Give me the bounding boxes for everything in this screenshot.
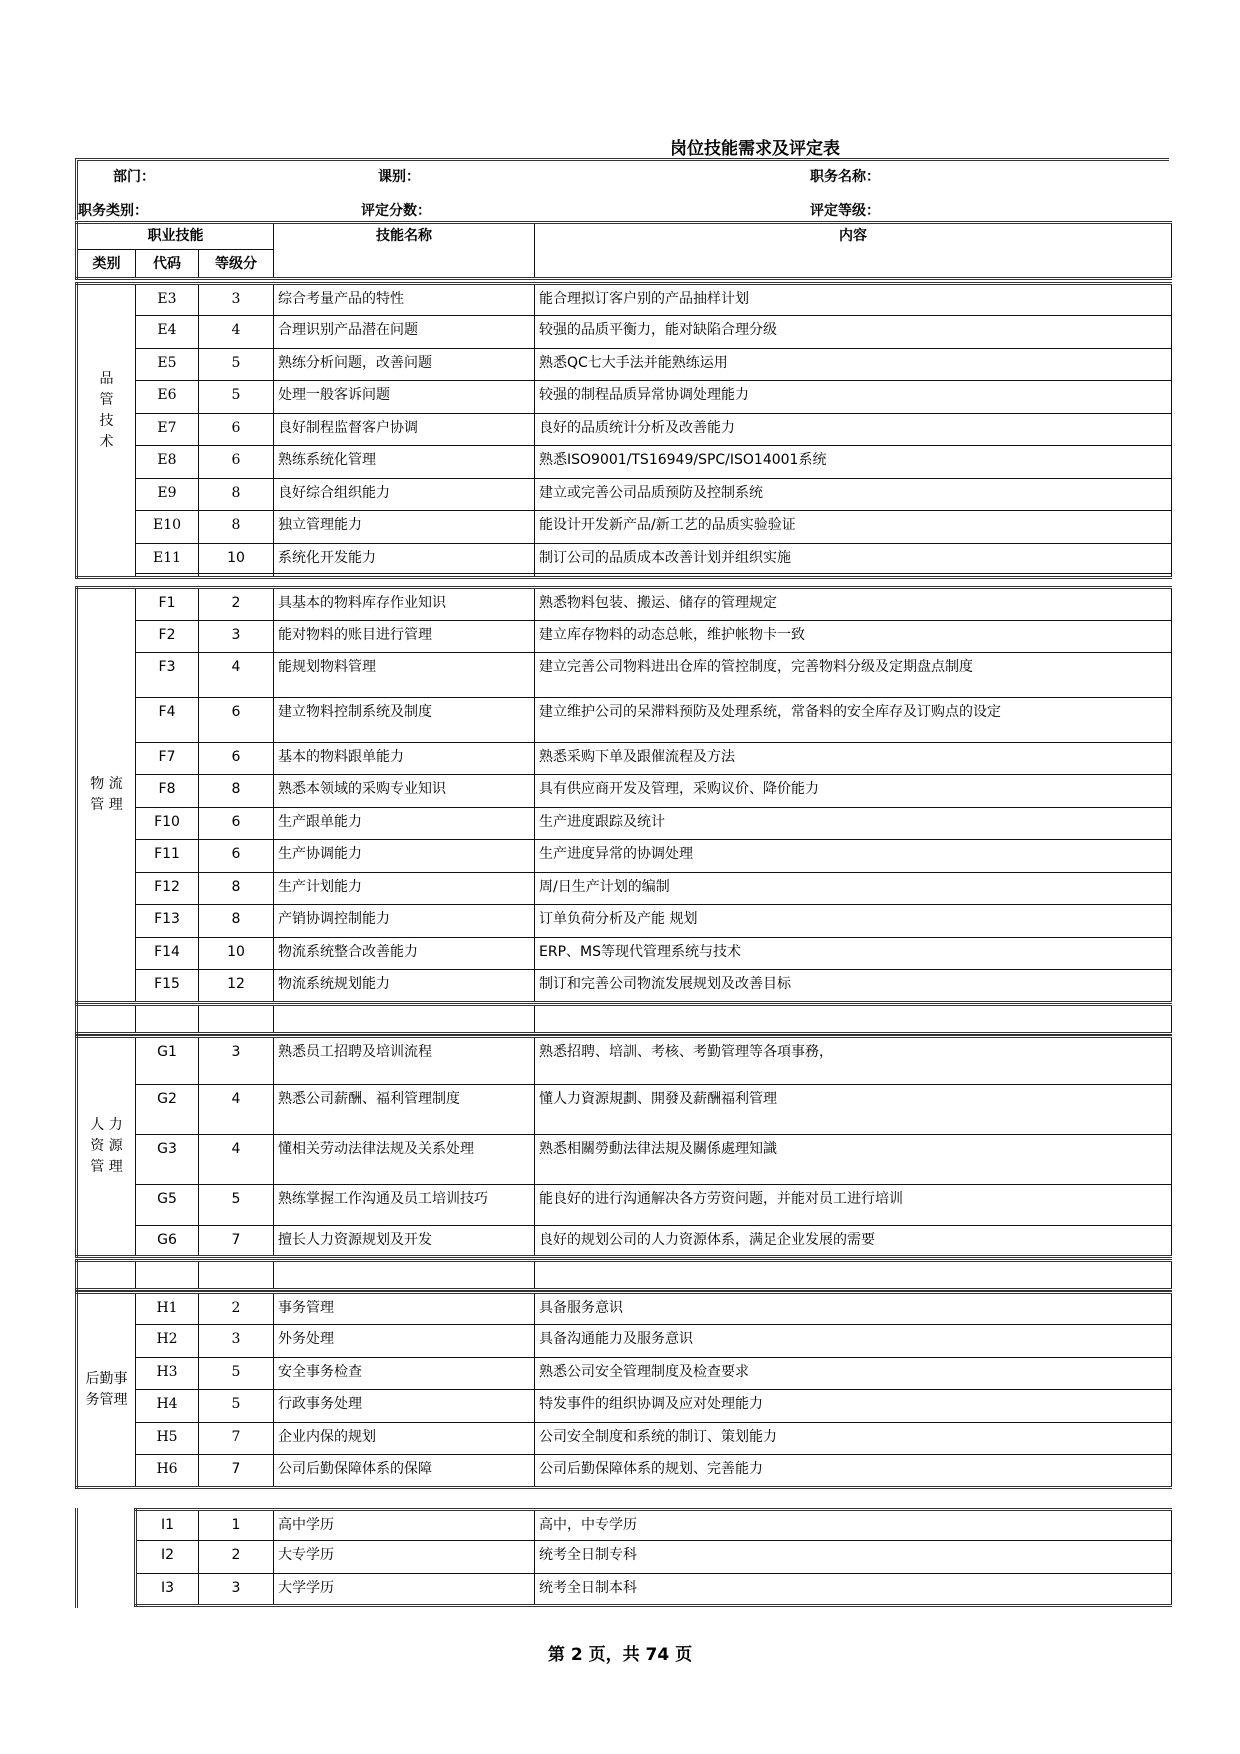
skill-name: 物流系统整合改善能力 [274, 938, 535, 970]
skill-content: 具有供应商开发及管理，采购议价、降价能力 [535, 775, 1172, 808]
skill-code: F14 [136, 938, 199, 970]
skill-name: 熟练掌握工作沟通及员工培训技巧 [274, 1185, 535, 1226]
skill-code: E10 [136, 511, 199, 544]
skill-level: 3 [199, 284, 274, 316]
skill-code: F15 [136, 970, 199, 1003]
skill-name: 安全事务检查 [274, 1358, 535, 1390]
job-title-label: 职务名称： [810, 169, 880, 185]
section-quality [75, 282, 1172, 579]
skill-name: 合理识别产品潜在问题 [274, 316, 535, 349]
skill-content: ERP、MS等现代管理系统与技术 [535, 938, 1172, 970]
section-label: 课别： [378, 169, 420, 185]
skill-content: 熟悉QC七大手法并能熟练运用 [535, 349, 1172, 381]
skill-code: E6 [136, 381, 199, 414]
skill-content: 较强的制程品质异常协调处理能力 [535, 381, 1172, 414]
skill-code: F11 [136, 840, 199, 873]
skill-name: 公司后勤保障体系的保障 [274, 1455, 535, 1488]
header-category: 类别 [77, 250, 136, 279]
skill-level: 5 [199, 1358, 274, 1390]
skill-code: F4 [136, 698, 199, 743]
skill-content: 熟悉物料包装、搬运、储存的管理规定 [535, 588, 1172, 621]
skill-level: 4 [199, 1135, 274, 1185]
skill-name: 熟悉员工招聘及培训流程 [274, 1037, 535, 1085]
skill-level: 2 [199, 588, 274, 621]
skill-name: 生产跟单能力 [274, 808, 535, 840]
skill-code: G1 [136, 1037, 199, 1085]
header-group: 职业技能 [77, 223, 274, 250]
skill-content: 建立或完善公司品质预防及控制系统 [535, 479, 1172, 511]
skill-name: 熟练系统化管理 [274, 446, 535, 479]
category-cell: 物 流 管 理 [77, 588, 136, 1003]
skill-content: 能良好的进行沟通解决各方劳资问题，并能对员工进行培训 [535, 1185, 1172, 1226]
category-cell: 后勤事务管理 [77, 1293, 136, 1488]
header-skill-name: 技能名称 [274, 223, 535, 279]
skill-code: H1 [136, 1293, 199, 1325]
category-cell: 人 力 资 源 管 理 [77, 1037, 136, 1257]
skill-name: 大学学历 [274, 1574, 535, 1606]
skill-content: 熟悉ISO9001/TS16949/SPC/ISO14001系统 [535, 446, 1172, 479]
skill-content: 建立库存物料的动态总帐，维护帐物卡一致 [535, 621, 1172, 653]
skill-name: 基本的物料跟单能力 [274, 743, 535, 775]
skill-code: G2 [136, 1085, 199, 1135]
skill-name: 系统化开发能力 [274, 544, 535, 574]
skill-code: F10 [136, 808, 199, 840]
skill-content: 制订公司的品质成本改善计划并组织实施 [535, 544, 1172, 574]
skill-code: H4 [136, 1390, 199, 1423]
skill-code: E7 [136, 414, 199, 446]
skill-content: 熟悉采购下单及跟催流程及方法 [535, 743, 1172, 775]
skill-content: 统考全日制专科 [535, 1541, 1172, 1574]
skill-name: 能规划物料管理 [274, 653, 535, 698]
skill-content: 高中，中专学历 [535, 1510, 1172, 1541]
skill-code: E3 [136, 284, 199, 316]
skill-code: E11 [136, 544, 199, 574]
skill-name: 产销协调控制能力 [274, 905, 535, 938]
skill-level: 3 [199, 621, 274, 653]
skill-name: 企业内保的规划 [274, 1423, 535, 1455]
skill-content: 生产进度跟踪及统计 [535, 808, 1172, 840]
header-level: 等级分 [199, 250, 274, 279]
skill-level: 3 [199, 1037, 274, 1085]
page-number: 第 2 页，共 74 页 [547, 1645, 693, 1665]
skill-level: 8 [199, 873, 274, 905]
skill-level: 2 [199, 1293, 274, 1325]
skill-level: 6 [199, 446, 274, 479]
skill-level: 7 [199, 1226, 274, 1257]
skill-level: 10 [199, 544, 274, 574]
skill-level: 5 [199, 381, 274, 414]
skill-content: 熟悉公司安全管理制度及检查要求 [535, 1358, 1172, 1390]
skill-code: F13 [136, 905, 199, 938]
skill-level: 6 [199, 698, 274, 743]
category-cell: 品管技术 [77, 284, 136, 578]
section-logistics-affairs [75, 1291, 1172, 1489]
skill-code: G3 [136, 1135, 199, 1185]
left-margin-rule [75, 1508, 78, 1608]
skill-name: 高中学历 [274, 1510, 535, 1541]
skill-code: E9 [136, 479, 199, 511]
section-logistics [75, 586, 1172, 1004]
skill-name: 行政事务处理 [274, 1390, 535, 1423]
skill-code: H6 [136, 1455, 199, 1488]
skill-level: 1 [199, 1510, 274, 1541]
column-header-table [75, 221, 1172, 280]
skill-content: 懂人力資源規劃、開發及薪酬福利管理 [535, 1085, 1172, 1135]
skill-code: F8 [136, 775, 199, 808]
skill-code: I2 [136, 1541, 199, 1574]
skill-content: 公司后勤保障体系的规划、完善能力 [535, 1455, 1172, 1488]
skill-content: 具备服务意识 [535, 1293, 1172, 1325]
skill-code: E4 [136, 316, 199, 349]
department-label: 部门： [113, 169, 155, 185]
score-label: 评定分数： [361, 203, 431, 219]
skill-level: 6 [199, 743, 274, 775]
skill-code: H2 [136, 1325, 199, 1358]
skill-level: 8 [199, 775, 274, 808]
skill-level: 7 [199, 1423, 274, 1455]
header-fields [75, 158, 1169, 220]
skill-name: 生产计划能力 [274, 873, 535, 905]
skill-level: 6 [199, 808, 274, 840]
skill-code: G5 [136, 1185, 199, 1226]
skill-level: 8 [199, 511, 274, 544]
skill-code: E8 [136, 446, 199, 479]
skill-code: E5 [136, 349, 199, 381]
skill-content: 制订和完善公司物流发展规划及改善目标 [535, 970, 1172, 1003]
skill-level: 4 [199, 1085, 274, 1135]
skill-content: 周/日生产计划的编制 [535, 873, 1172, 905]
skill-name: 物流系统规划能力 [274, 970, 535, 1003]
skill-content: 生产进度异常的协调处理 [535, 840, 1172, 873]
skill-level: 5 [199, 1390, 274, 1423]
skill-name: 懂相关劳动法律法规及关系处理 [274, 1135, 535, 1185]
skill-content: 能设计开发新产品/新工艺的品质实验验证 [535, 511, 1172, 544]
skill-name: 外务处理 [274, 1325, 535, 1358]
skill-name: 大专学历 [274, 1541, 535, 1574]
skill-code: G6 [136, 1226, 199, 1257]
skill-code: F2 [136, 621, 199, 653]
skill-content: 建立完善公司物料进出仓库的管控制度，完善物料分级及定期盘点制度 [535, 653, 1172, 698]
skill-name: 处理一般客诉问题 [274, 381, 535, 414]
skill-content: 良好的规划公司的人力资源体系，满足企业发展的需要 [535, 1226, 1172, 1257]
skill-name: 熟悉本领域的采购专业知识 [274, 775, 535, 808]
skill-level: 3 [199, 1574, 274, 1606]
skill-level: 12 [199, 970, 274, 1003]
skill-level: 8 [199, 479, 274, 511]
skill-level: 5 [199, 1185, 274, 1226]
section-hr [75, 1035, 1172, 1258]
skill-name: 生产协调能力 [274, 840, 535, 873]
skill-code: F3 [136, 653, 199, 698]
page-title: 岗位技能需求及评定表 [670, 139, 840, 159]
skill-name: 独立管理能力 [274, 511, 535, 544]
skill-content: 订单负荷分析及产能 规划 [535, 905, 1172, 938]
skill-name: 擅长人力资源规划及开发 [274, 1226, 535, 1257]
header-code: 代码 [136, 250, 199, 279]
spacer-row-1 [75, 1003, 1172, 1035]
skill-content: 公司安全制度和系统的制订、策划能力 [535, 1423, 1172, 1455]
skill-name: 综合考量产品的特性 [274, 284, 535, 316]
skill-level: 4 [199, 653, 274, 698]
skill-code: I1 [136, 1510, 199, 1541]
job-category-label: 职务类别： [78, 203, 148, 219]
skill-code: F12 [136, 873, 199, 905]
skill-code: F7 [136, 743, 199, 775]
section-education [134, 1508, 1172, 1607]
skill-code: I3 [136, 1574, 199, 1606]
skill-level: 2 [199, 1541, 274, 1574]
spacer-row-2 [75, 1259, 1172, 1291]
skill-level: 4 [199, 316, 274, 349]
skill-level: 5 [199, 349, 274, 381]
skill-name: 良好综合组织能力 [274, 479, 535, 511]
skill-content: 较强的品质平衡力，能对缺陷合理分级 [535, 316, 1172, 349]
skill-level: 3 [199, 1325, 274, 1358]
skill-name: 良好制程监督客户协调 [274, 414, 535, 446]
skill-name: 事务管理 [274, 1293, 535, 1325]
skill-content: 具备沟通能力及服务意识 [535, 1325, 1172, 1358]
skill-level: 10 [199, 938, 274, 970]
skill-name: 能对物料的账目进行管理 [274, 621, 535, 653]
skill-level: 6 [199, 414, 274, 446]
skill-content: 熟悉招聘、培訓、考核、考勤管理等各項事務， [535, 1037, 1172, 1085]
skill-content: 能合理拟订客户别的产品抽样计划 [535, 284, 1172, 316]
skill-content: 熟悉相關勞動法律法規及關係處理知識 [535, 1135, 1172, 1185]
skill-name: 具基本的物料库存作业知识 [274, 588, 535, 621]
skill-code: F1 [136, 588, 199, 621]
header-content: 内容 [535, 223, 1172, 279]
skill-content: 良好的品质统计分析及改善能力 [535, 414, 1172, 446]
grade-label: 评定等级： [810, 203, 880, 219]
skill-code: H5 [136, 1423, 199, 1455]
skill-content: 统考全日制本科 [535, 1574, 1172, 1606]
skill-name: 熟悉公司薪酬、福利管理制度 [274, 1085, 535, 1135]
skill-name: 建立物料控制系统及制度 [274, 698, 535, 743]
skill-level: 8 [199, 905, 274, 938]
skill-code: H3 [136, 1358, 199, 1390]
skill-content: 建立维护公司的呆滞料预防及处理系统，常备料的安全库存及订购点的设定 [535, 698, 1172, 743]
skill-name: 熟练分析问题，改善问题 [274, 349, 535, 381]
skill-content: 特发事件的组织协调及应对处理能力 [535, 1390, 1172, 1423]
skill-level: 7 [199, 1455, 274, 1488]
skill-level: 6 [199, 840, 274, 873]
